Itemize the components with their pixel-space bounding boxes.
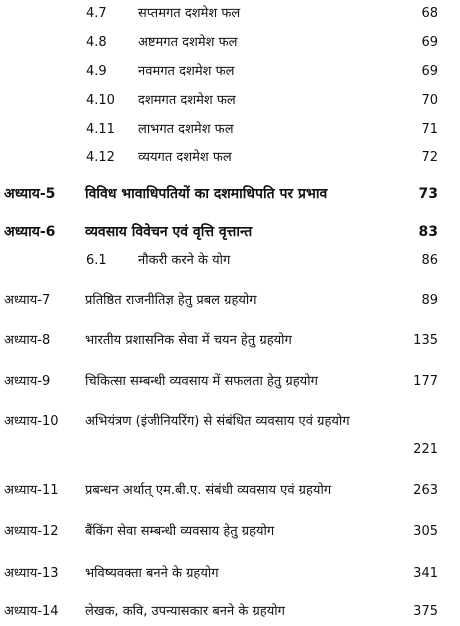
section-number: 4.10 bbox=[86, 93, 115, 108]
page-number: 83 bbox=[418, 224, 438, 240]
page-number: 68 bbox=[421, 6, 438, 21]
chapter-title: भारतीय प्रशासनिक सेवा में चयन हेतु ग्रहयोग bbox=[85, 333, 292, 348]
page-number: 72 bbox=[421, 150, 438, 165]
page-number: 177 bbox=[413, 374, 438, 389]
page-number: 89 bbox=[421, 293, 438, 308]
toc-entry-chapter-5[interactable] bbox=[0, 180, 460, 208]
chapter-label: अध्याय-8 bbox=[4, 333, 51, 348]
chapter-title: भविष्यवक्ता बनने के ग्रहयोग bbox=[85, 566, 219, 581]
chapter-title: व्यवसाय विवेचन एवं वृत्ति वृत्तान्त bbox=[85, 224, 253, 240]
section-number: 4.12 bbox=[86, 150, 115, 165]
page-number: 71 bbox=[421, 122, 438, 137]
chapter-label: अध्याय-12 bbox=[4, 524, 59, 539]
chapter-label: अध्याय-10 bbox=[4, 414, 59, 429]
chapter-label: अध्याय-14 bbox=[4, 604, 59, 619]
section-title: अष्टमगत दशमेश फल bbox=[138, 35, 238, 50]
toc-entry-chapter-7[interactable] bbox=[0, 287, 460, 315]
section-title: नवमगत दशमेश फल bbox=[138, 64, 235, 79]
chapter-label: अध्याय-6 bbox=[4, 224, 56, 240]
chapter-label: अध्याय-11 bbox=[4, 483, 59, 498]
page-number: 305 bbox=[413, 524, 438, 539]
section-number: 6.1 bbox=[86, 253, 107, 268]
chapter-title: लेखक, कवि, उपन्यासकार बनने के ग्रहयोग bbox=[85, 604, 285, 619]
section-title: व्ययगत दशमेश फल bbox=[138, 150, 232, 165]
chapter-label: अध्याय-13 bbox=[4, 566, 59, 581]
section-number: 4.9 bbox=[86, 64, 107, 79]
toc-entry-4-12[interactable] bbox=[0, 144, 460, 172]
section-title: नौकरी करने के योग bbox=[138, 253, 231, 268]
chapter-title: विविध भावाधिपतियों का दशमाधिपति पर प्रभाव bbox=[85, 186, 328, 202]
toc-entry-4-10[interactable] bbox=[0, 87, 460, 115]
toc-entry-4-11[interactable] bbox=[0, 116, 460, 144]
chapter-title: प्रबन्धन अर्थात् एम.बी.ए. संबंधी व्यवसाय एवं ग्रहयोग bbox=[85, 483, 332, 498]
page-number: 69 bbox=[421, 64, 438, 79]
toc-entry-4-8[interactable] bbox=[0, 29, 460, 57]
toc-entry-chapter-14[interactable] bbox=[0, 598, 460, 626]
page-number: 263 bbox=[413, 483, 438, 498]
chapter-label: अध्याय-7 bbox=[4, 293, 51, 308]
page-number: 221 bbox=[413, 442, 438, 457]
page-number: 70 bbox=[421, 93, 438, 108]
toc-entry-chapter-10[interactable] bbox=[0, 408, 460, 464]
section-title: सप्तमगत दशमेश फल bbox=[138, 6, 241, 21]
toc-entry-chapter-9[interactable] bbox=[0, 368, 460, 396]
section-title: दशमगत दशमेश फल bbox=[138, 93, 236, 108]
section-title: लाभगत दशमेश फल bbox=[138, 122, 234, 137]
section-number: 4.7 bbox=[86, 6, 107, 21]
page-number: 375 bbox=[413, 604, 438, 619]
page-number: 69 bbox=[421, 35, 438, 50]
chapter-title: चिकित्सा सम्बन्धी व्यवसाय में सफलता हेतु ग्रहयोग bbox=[85, 374, 318, 389]
section-number: 4.11 bbox=[86, 122, 115, 137]
chapter-label: अध्याय-9 bbox=[4, 374, 51, 389]
page-number: 86 bbox=[421, 253, 438, 268]
toc-entry-chapter-6[interactable] bbox=[0, 218, 460, 246]
toc-entry-6-1[interactable] bbox=[0, 247, 460, 275]
page-number: 73 bbox=[418, 186, 438, 202]
page-number: 341 bbox=[413, 566, 438, 581]
toc-entry-chapter-13[interactable] bbox=[0, 560, 460, 588]
section-number: 4.8 bbox=[86, 35, 107, 50]
chapter-title: अभियंत्रण (इंजीनियरिंग) से संबंधित व्यवसाय एवं ग्रहयोग bbox=[85, 414, 350, 429]
toc-entry-chapter-12[interactable] bbox=[0, 518, 460, 546]
toc-entry-4-9[interactable] bbox=[0, 58, 460, 86]
toc-entry-4-7[interactable] bbox=[0, 0, 460, 28]
chapter-title: बैंकिंग सेवा सम्बन्धी व्यवसाय हेतु ग्रहयोग bbox=[85, 524, 275, 539]
chapter-label: अध्याय-5 bbox=[4, 186, 56, 202]
page-number: 135 bbox=[413, 333, 438, 348]
toc-entry-chapter-11[interactable] bbox=[0, 477, 460, 505]
toc-entry-chapter-8[interactable] bbox=[0, 327, 460, 355]
chapter-title: प्रतिष्ठित राजनीतिज्ञ हेतु प्रबल ग्रहयोग bbox=[85, 293, 257, 308]
